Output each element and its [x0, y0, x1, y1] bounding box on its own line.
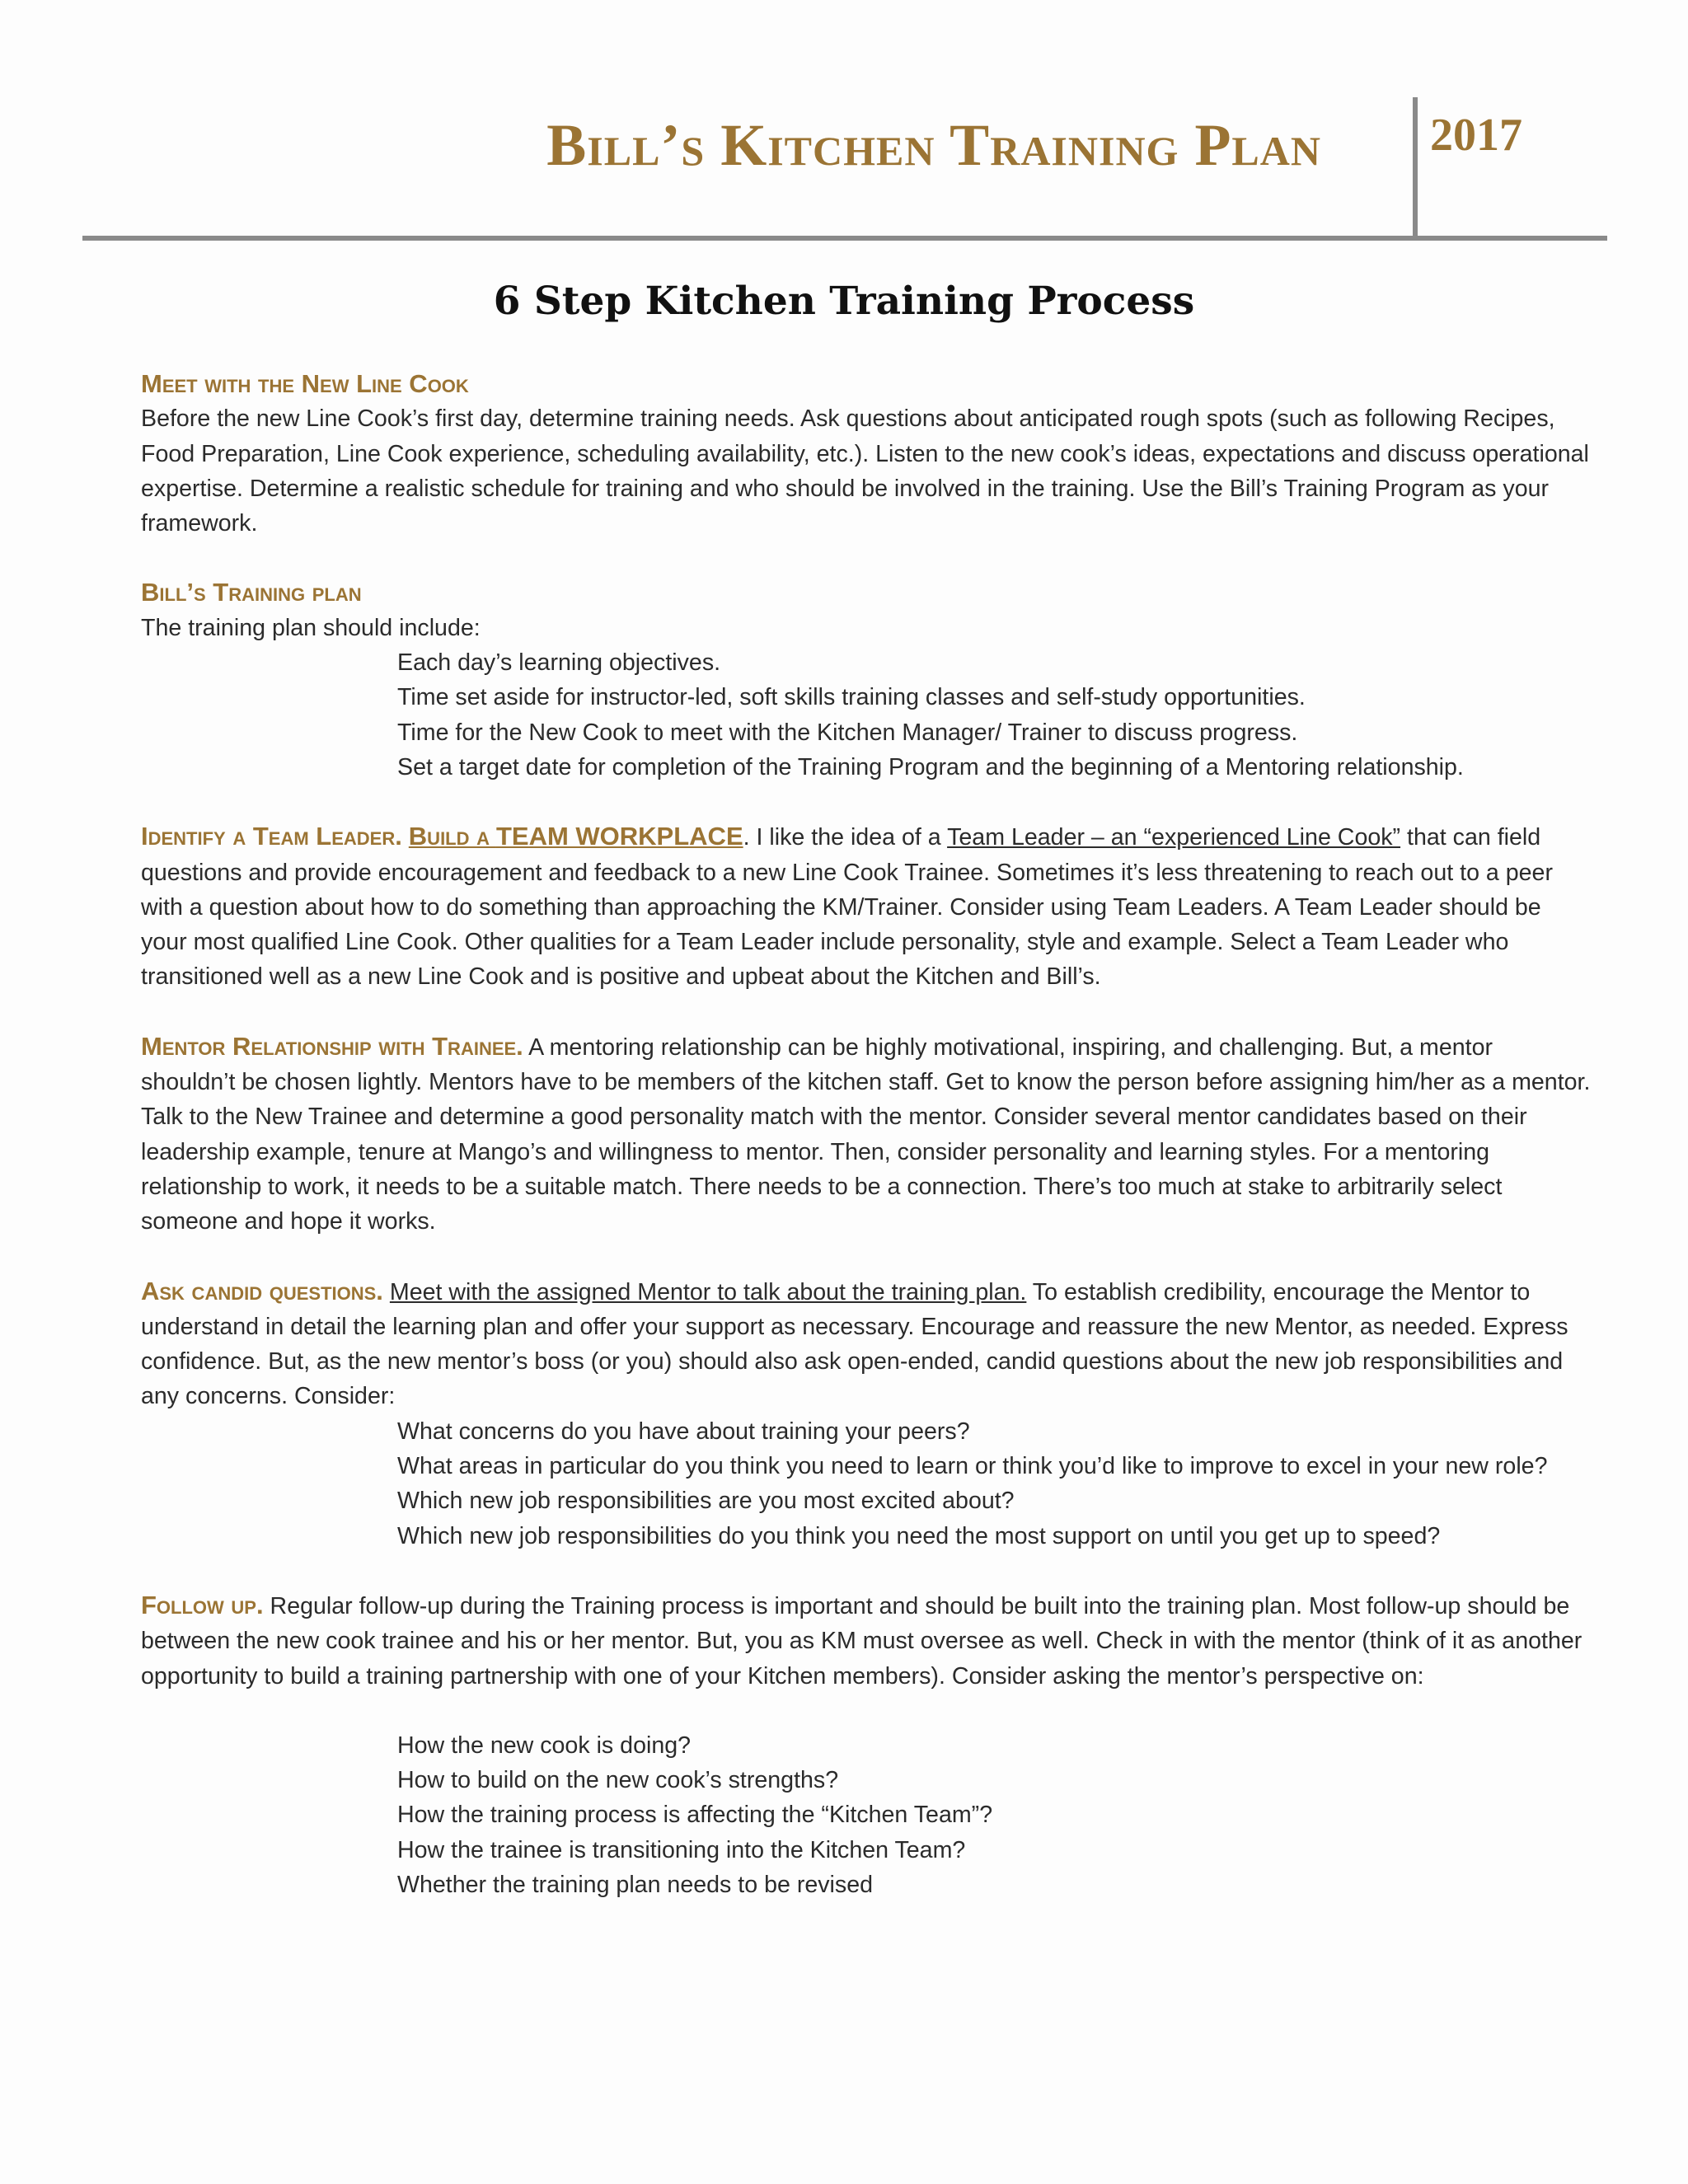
- team-leader-definition: Team Leader – an “experienced Line Cook”: [947, 824, 1401, 851]
- document-body: [141, 367, 1592, 1937]
- section-plan-intro: The training plan should include:: [141, 614, 481, 641]
- section-heading: 6 Step Kitchen Training Process: [493, 279, 1195, 324]
- section-meet-body: Before the new Line Cook’s first day, determine training needs. Ask questions about anticipated rough spots (such as following Recipes, Food Preparation, Line Cook experience, scheduling availability, etc.). Listen to the new cook’s ideas, expectations and discuss operational expertise. Determine a realistic schedule for training and who should be involved in the training. Use the Bill’s Training Program as your framework.: [141, 405, 1589, 537]
- document-title: Bill’s Kitchen Training Plan: [546, 112, 1321, 178]
- list-item: Whether the training plan needs to be revised: [397, 1871, 873, 1898]
- section-leader-paragraph: [141, 819, 1592, 994]
- section-mentor-paragraph: [141, 1029, 1592, 1240]
- header-rule: [82, 236, 1607, 241]
- team-workplace-link[interactable]: Build a TEAM WORKPLACE: [408, 822, 743, 851]
- list-item: Time for the New Cook to meet with the Kitchen Manager/ Trainer to discuss progress.: [397, 719, 1298, 746]
- list-item: Set a target date for completion of the Training Program and the beginning of a Mentoring relationship.: [397, 753, 1464, 780]
- section-ask: [141, 1274, 1592, 1554]
- document-header: [82, 97, 1607, 237]
- section-mentor: [141, 1029, 1592, 1240]
- section-follow: [141, 1588, 1592, 1902]
- list-item: How the new cook is doing?: [397, 1732, 692, 1759]
- document-year: 2017: [1430, 110, 1522, 161]
- list-item: Each day’s learning objectives.: [397, 649, 721, 677]
- list-item: Which new job responsibilities do you think you need the most support on until you get up to speed?: [397, 1522, 1441, 1549]
- section-mentor-heading: Mentor Relationship with Trainee.: [141, 1031, 523, 1061]
- list-item: Time set aside for instructor-led, soft skills training classes and self-study opportunities.: [397, 684, 1306, 711]
- section-follow-body: Regular follow-up during the Training process is important and should be built into the training plan. Most follow-up should be between the new cook trainee and his or her mentor. But, you as KM must oversee as well. Check in with the mentor (think of it as another opportunity to build a training partnership with one of your Kitchen members). Consider asking the mentor’s perspective on:: [141, 1592, 1582, 1690]
- spacer: [141, 1694, 1592, 1728]
- section-ask-paragraph: [141, 1274, 1592, 1414]
- list-item: How to build on the new cook’s strengths?: [397, 1767, 839, 1794]
- list-item: Which new job responsibilities are you most excited about?: [397, 1488, 1015, 1515]
- section-leader-text-2: that can field questions and provide encouragement and feedback to a new Line Cook Trainee. Sometimes it’s less threatening to reach out to a peer with a question about how to do something than approaching the KM/Trainer. Consider using Team Leaders. A Team Leader should be your most qualified Line Cook. Other qualities for a Team Leader include personality, style and example. Select a Team Leader who transitioned well as a new Line Cook and is positive and upbeat about the Kitchen and Bill’s.: [141, 824, 1553, 991]
- section-leader-heading: Identify a Team Leader.: [141, 822, 402, 851]
- list-item: How the training process is affecting the “Kitchen Team”?: [397, 1802, 993, 1829]
- section-leader-text-1: . I like the idea of a: [743, 824, 941, 851]
- section-plan: [141, 575, 1592, 785]
- list-item: How the trainee is transitioning into the Kitchen Team?: [397, 1836, 966, 1863]
- section-meet-heading: Meet with the New Line Cook: [141, 369, 469, 398]
- section-leader: [141, 819, 1592, 994]
- section-plan-heading: Bill’s Training plan: [141, 578, 362, 607]
- section-ask-body: To establish credibility, encourage the Mentor to understand in detail the learning plan and offer your support as necessary. Encourage and reassure the new Mentor, as needed. Express confidence. But, as the new mentor’s boss (or you) should also ask open-ended, candid questions about the new job responsibilities and any concerns. Consider:: [141, 1278, 1568, 1410]
- list-item: What concerns do you have about training your peers?: [397, 1418, 970, 1445]
- section-follow-paragraph: [141, 1588, 1592, 1694]
- section-ask-heading: Ask candid questions.: [141, 1276, 383, 1305]
- section-mentor-body: A mentoring relationship can be highly motivational, inspiring, and challenging. But, a mentor shouldn’t be chosen lightly. Mentors have to be members of the kitchen staff. Get to know the person before assigning him/her as a mentor. Talk to the New Trainee and determine a good personality match with the mentor. Consider several mentor candidates based on their leadership example, tenure at Mango’s and willingness to mentor. Then, consider personality and learning styles. For a mentoring relationship to work, it needs to be a suitable match. There needs to be a connection. There’s too much at stake to arbitrarily select someone and hope it works.: [141, 1033, 1591, 1235]
- section-follow-heading: Follow up.: [141, 1590, 264, 1619]
- list-item: What areas in particular do you think you need to learn or think you’d like to improve to excel in your new role?: [397, 1453, 1548, 1480]
- section-ask-underlined: Meet with the assigned Mentor to talk about the training plan.: [389, 1278, 1027, 1305]
- header-vertical-divider: [1413, 97, 1418, 239]
- section-meet: [141, 367, 1592, 541]
